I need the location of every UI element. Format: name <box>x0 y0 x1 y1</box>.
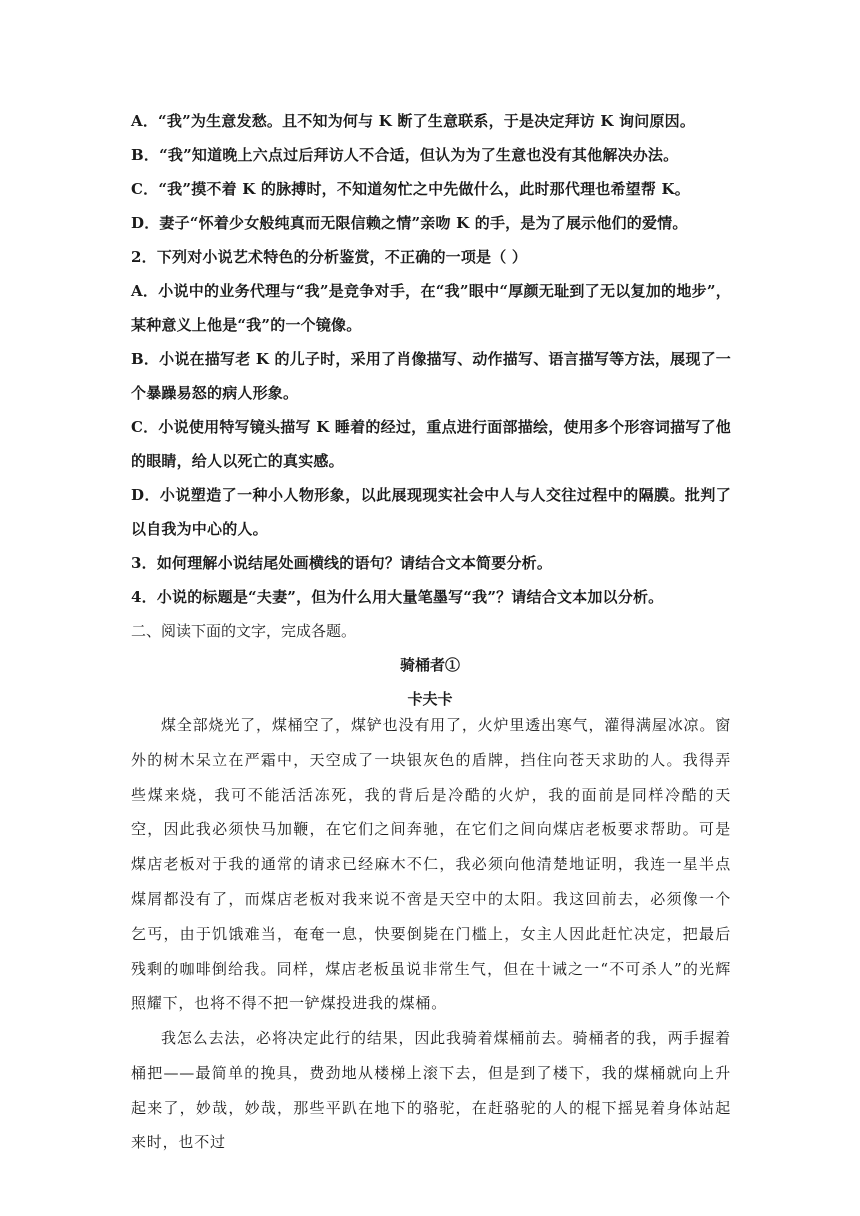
question-1-option-c: C．“我”摸不着 K 的脉搏时，不知道匆忙之中先做什么，此时那代理也希望帮 K。 <box>131 180 690 198</box>
question-2-option-b: B．小说在描写老 K 的儿子时，采用了肖像描写、动作描写、语言描写等方法，展现了一个暴躁易怒的病人形象。 <box>131 350 731 402</box>
question-2-option-c: C．小说使用特写镜头描写 K 睡着的经过，重点进行面部描绘，使用多个形容词描写了他的眼睛，给人以死亡的真实感。 <box>131 418 731 470</box>
question-3: 3．如何理解小说结尾处画横线的语句？请结合文本简要分析。 <box>131 554 553 572</box>
question-1-option-d: D．妻子“怀着少女般纯真而无限信赖之情”亲吻 K 的手，是为了展示他们的爱情。 <box>131 214 688 232</box>
question-1-option-a: A．“我”为生意发愁。且不知为何与 K 断了生意联系，于是决定拜访 K 询问原因。 <box>131 112 696 130</box>
section-heading: 二、阅读下面的文字，完成各题。 <box>131 622 357 640</box>
story-author: 卡夫卡 <box>407 690 453 708</box>
story-title: 骑桶者① <box>399 656 460 674</box>
story-paragraph-2: 我怎么去法，必将决定此行的结果，因此我骑着煤桶前去。骑桶者的我，两手握着桶把——最简单的挽具，费劲地从楼梯上滚下去，但是到了楼下，我的煤桶就向上升起来了，妙哉，妙哉，那些平趴在地下的骆驼，在赶骆驼的人的棍下摇晃着身体站起来时，也不过 <box>131 1029 731 1152</box>
question-2-option-d: D．小说塑造了一种小人物形象，以此展现现实社会中人与人交往过程中的隔膜。批判了以自我为中心的人。 <box>131 486 731 538</box>
question-2-option-a: A．小说中的业务代理与“我”是竞争对手，在“我”眼中“厚颜无耻到了无以复加的地步”，某种意义上他是“我”的一个镜像。 <box>131 282 731 334</box>
story-paragraph-1: 煤全部烧光了，煤桶空了，煤铲也没有用了，火炉里透出寒气，灌得满屋冰凉。窗外的树木呆立在严霜中，天空成了一块银灰色的盾牌，挡住向苍天求助的人。我得弄些煤来烧，我可不能活活冻死，我的背后是冷酷的火炉，我的面前是同样冷酷的天空，因此我必须快马加鞭，在它们之间奔驰，在它们之间向煤店老板要求帮助。可是煤店老板对于我的通常的请求已经麻木不仁，我必须向他清楚地证明，我连一星半点煤屑都没有了，而煤店老板对我来说不啻是天空中的太阳。我这回前去，必须像一个乞丐，由于饥饿难当，奄奄一息，快要倒毙在门槛上，女主人因此赶忙决定，把最后残剩的咖啡倒给我。同样，煤店老板虽说非常生气，但在十诫之一“不可杀人”的光辉照耀下，也将不得不把一铲煤投进我的煤桶。 <box>131 716 731 1013</box>
question-1-option-b: B．“我”知道晚上六点过后拜访人不合适，但认为为了生意也没有其他解决办法。 <box>131 146 679 164</box>
question-4: 4．小说的标题是“夫妻”，但为什么用大量笔墨写“我”？请结合文本加以分析。 <box>131 588 664 606</box>
question-2-stem: 2．下列对小说艺术特色的分析鉴赏，不正确的一项是（ ） <box>131 248 528 266</box>
